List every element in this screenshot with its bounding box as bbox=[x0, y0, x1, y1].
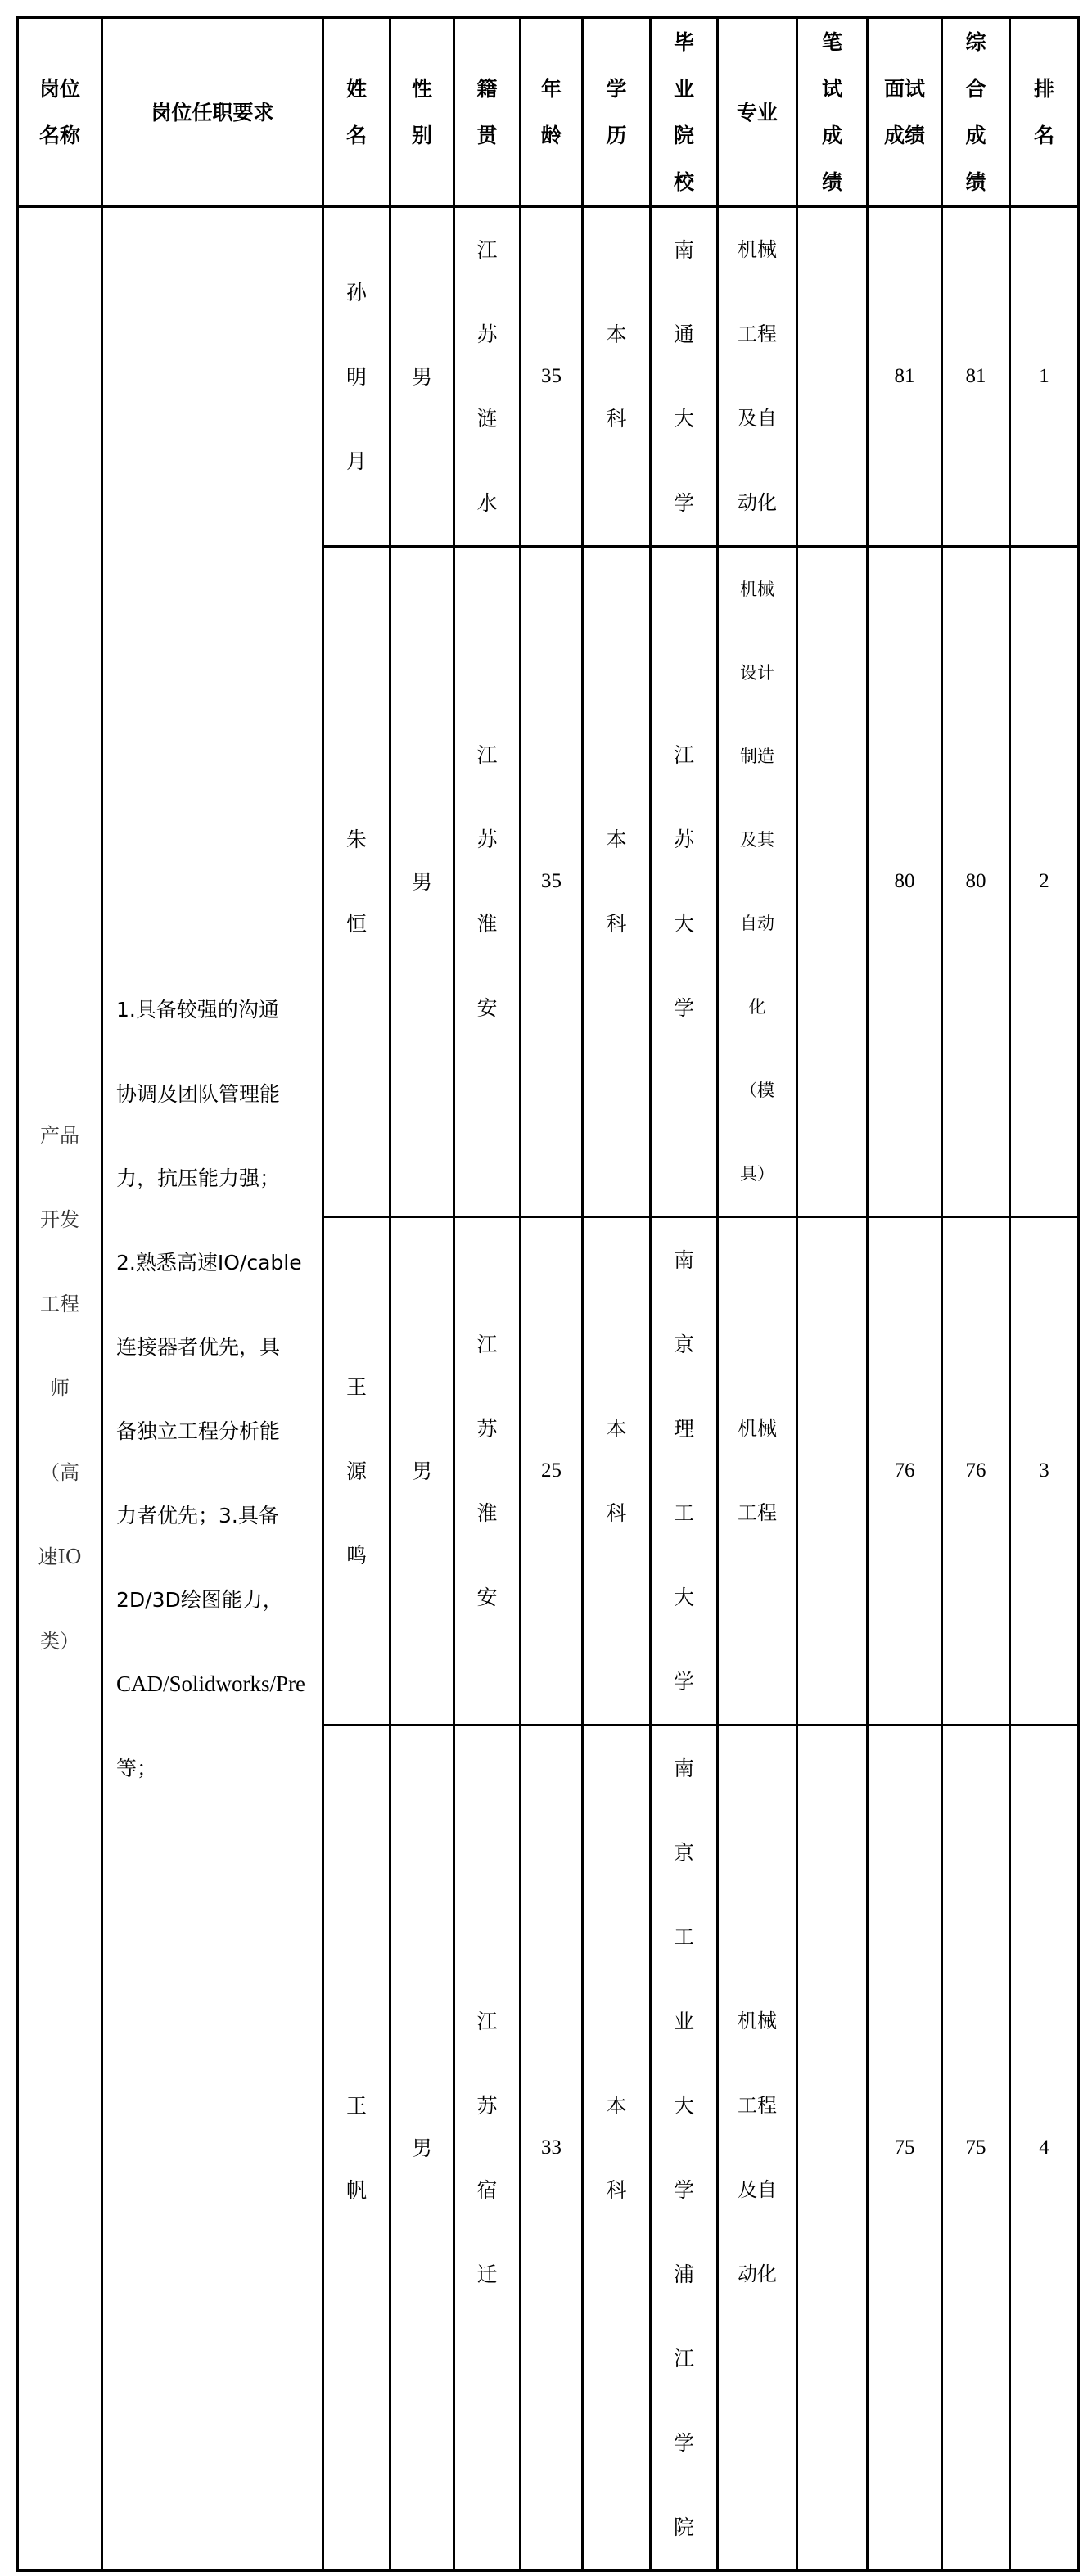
candidate-origin: 江 苏 宿 迁 bbox=[454, 1726, 521, 2571]
candidate-age: 33 bbox=[521, 1726, 583, 2571]
rank: 3 bbox=[1010, 1217, 1079, 1726]
header-age: 年 龄 bbox=[521, 18, 583, 207]
written-score bbox=[797, 207, 868, 547]
interview-score: 80 bbox=[868, 547, 942, 1217]
written-score bbox=[797, 1217, 868, 1726]
written-score bbox=[797, 547, 868, 1217]
header-school: 毕 业 院 校 bbox=[651, 18, 718, 207]
candidate-education: 本 科 bbox=[583, 1217, 651, 1726]
total-score: 80 bbox=[942, 547, 1010, 1217]
requirements-cell: 1.具备较强的沟通 协调及团队管理能 力，抗压能力强； 2.熟悉高速IO/cable 连接器者优先，具 备独立工程分析能 力者优先；3.具备 2D/3D绘图能力， CAD/Solidworks/Pre 等； bbox=[102, 207, 323, 2571]
candidate-age: 35 bbox=[521, 547, 583, 1217]
header-gender: 性 别 bbox=[390, 18, 454, 207]
interview-score: 76 bbox=[868, 1217, 942, 1726]
header-origin: 籍 贯 bbox=[454, 18, 521, 207]
candidate-education: 本 科 bbox=[583, 1726, 651, 2571]
header-position: 岗位 名称 bbox=[18, 18, 102, 207]
candidate-school: 南 京 理 工 大 学 bbox=[651, 1217, 718, 1726]
position-name-cell: 产品 开发 工程 师 （高 速IO 类） bbox=[18, 207, 102, 2571]
interview-score: 75 bbox=[868, 1726, 942, 2571]
header-major: 专业 bbox=[718, 18, 797, 207]
candidate-school: 江 苏 大 学 bbox=[651, 547, 718, 1217]
header-requirements: 岗位任职要求 bbox=[102, 18, 323, 207]
candidate-school: 南 京 工 业 大 学 浦 江 学 院 bbox=[651, 1726, 718, 2571]
candidate-age: 25 bbox=[521, 1217, 583, 1726]
total-score: 76 bbox=[942, 1217, 1010, 1726]
candidate-major: 机械 工程 bbox=[718, 1217, 797, 1726]
written-score bbox=[797, 1726, 868, 2571]
header-row bbox=[18, 18, 1079, 207]
candidate-school: 南 通 大 学 bbox=[651, 207, 718, 547]
candidate-age: 35 bbox=[521, 207, 583, 547]
candidate-gender: 男 bbox=[390, 1726, 454, 2571]
candidate-major: 机械 工程 及自 动化 bbox=[718, 207, 797, 547]
total-score: 81 bbox=[942, 207, 1010, 547]
header-name: 姓 名 bbox=[323, 18, 390, 207]
header-interview-score: 面试 成绩 bbox=[868, 18, 942, 207]
candidate-origin: 江 苏 淮 安 bbox=[454, 1217, 521, 1726]
candidate-gender: 男 bbox=[390, 207, 454, 547]
header-rank: 排 名 bbox=[1010, 18, 1079, 207]
header-written-score: 笔 试 成 绩 bbox=[797, 18, 868, 207]
candidate-origin: 江 苏 淮 安 bbox=[454, 547, 521, 1217]
candidate-name: 王 源 鸣 bbox=[323, 1217, 390, 1726]
candidate-gender: 男 bbox=[390, 1217, 454, 1726]
candidate-education: 本 科 bbox=[583, 547, 651, 1217]
table-row bbox=[18, 207, 1079, 547]
total-score: 75 bbox=[942, 1726, 1010, 2571]
interview-score: 81 bbox=[868, 207, 942, 547]
candidate-education: 本 科 bbox=[583, 207, 651, 547]
header-education: 学 历 bbox=[583, 18, 651, 207]
candidate-major: 机械 工程 及自 动化 bbox=[718, 1726, 797, 2571]
candidate-name: 朱 恒 bbox=[323, 547, 390, 1217]
rank: 1 bbox=[1010, 207, 1079, 547]
candidate-major: 机械 设计 制造 及其 自动 化 （模 具） bbox=[718, 547, 797, 1217]
candidate-ranking-table bbox=[16, 16, 1080, 2572]
candidate-name: 王 帆 bbox=[323, 1726, 390, 2571]
candidate-gender: 男 bbox=[390, 547, 454, 1217]
candidate-origin: 江 苏 涟 水 bbox=[454, 207, 521, 547]
candidate-name: 孙 明 月 bbox=[323, 207, 390, 547]
rank: 2 bbox=[1010, 547, 1079, 1217]
header-total-score: 综 合 成 绩 bbox=[942, 18, 1010, 207]
rank: 4 bbox=[1010, 1726, 1079, 2571]
